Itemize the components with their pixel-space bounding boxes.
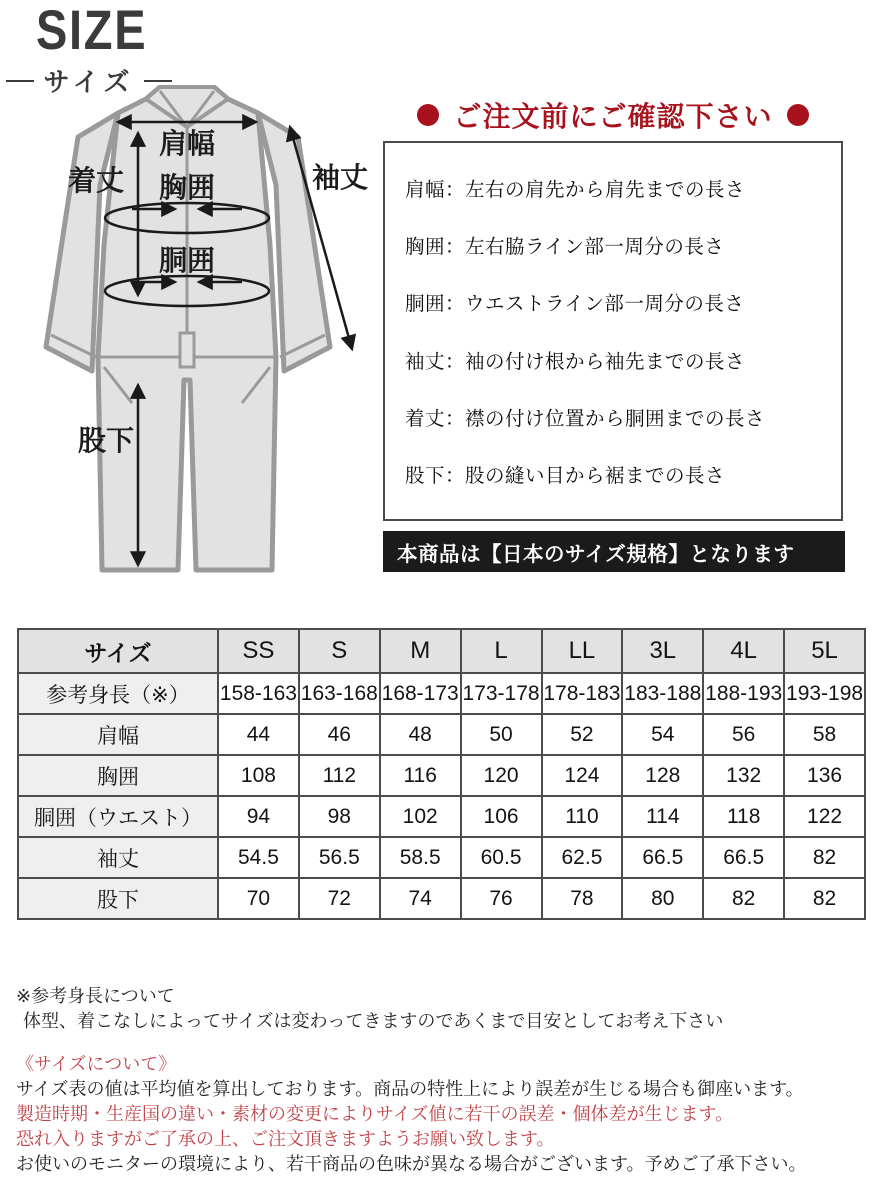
- size-value-cell: 178-183: [542, 673, 623, 714]
- size-value-cell: 188-193: [703, 673, 784, 714]
- size-value-cell: 112: [299, 755, 380, 796]
- row-label: 胴囲（ウエスト）: [18, 796, 218, 837]
- table-row: [18, 796, 865, 837]
- size-value-cell: 94: [218, 796, 299, 837]
- coverall-measurement-diagram: [18, 85, 376, 630]
- definition-row: 股下：股の縫い目から裾までの長さ: [405, 465, 726, 488]
- row-label: 肩幅: [18, 714, 218, 755]
- column-header: M: [380, 629, 461, 673]
- page-subtitle-text: サイズ: [43, 67, 135, 97]
- shoulder-width-label: 肩幅: [158, 128, 216, 159]
- size-value-cell: 110: [542, 796, 623, 837]
- size-value-cell: 106: [461, 796, 542, 837]
- table-header-row: [18, 629, 865, 673]
- size-value-cell: 108: [218, 755, 299, 796]
- page-title: SIZE: [36, 0, 148, 61]
- row-label: 袖丈: [18, 837, 218, 878]
- note-line: お使いのモニターの環境により、若干商品の色味が異なる場合がございます。予めご了承下さい。: [16, 1154, 807, 1174]
- size-value-cell: 132: [703, 755, 784, 796]
- size-value-cell: 62.5: [542, 837, 623, 878]
- jp-size-notice-bar: 本商品は【日本のサイズ規格】となります: [383, 531, 845, 572]
- size-value-cell: 128: [622, 755, 703, 796]
- row-label: 胸囲: [18, 755, 218, 796]
- size-value-cell: 116: [380, 755, 461, 796]
- size-table-head: [18, 629, 865, 673]
- size-value-cell: 66.5: [703, 837, 784, 878]
- size-value-cell: 66.5: [622, 837, 703, 878]
- size-value-cell: 136: [784, 755, 865, 796]
- table-row: [18, 673, 865, 714]
- size-value-cell: 76: [461, 878, 542, 919]
- note-line-red: 製造時期・生産国の違い・素材の変更によりサイズ値に若干の誤差・個体差が生じます。: [16, 1104, 734, 1124]
- definition-row: 肩幅：左右の肩先から肩先までの長さ: [405, 178, 746, 201]
- size-value-cell: 193-198: [784, 673, 865, 714]
- size-value-cell: 58: [784, 714, 865, 755]
- size-table: [17, 628, 866, 920]
- column-header: S: [299, 629, 380, 673]
- note-line: ※参考身長について: [16, 986, 175, 1006]
- confirm-panel-title-text: ご注文前にご確認下さい: [453, 101, 773, 132]
- size-value-cell: 102: [380, 796, 461, 837]
- left-dash: [6, 80, 34, 82]
- table-row: [18, 714, 865, 755]
- size-value-cell: 82: [784, 837, 865, 878]
- definition-row: 胸囲：左右脇ライン部一周分の長さ: [405, 235, 725, 258]
- column-header: L: [461, 629, 542, 673]
- row-label: 参考身長（※）: [18, 673, 218, 714]
- size-value-cell: 173-178: [461, 673, 542, 714]
- zipper-placket: [180, 333, 194, 367]
- column-header: 3L: [622, 629, 703, 673]
- size-value-cell: 46: [299, 714, 380, 755]
- size-value-cell: 56.5: [299, 837, 380, 878]
- column-header: LL: [542, 629, 623, 673]
- size-value-cell: 70: [218, 878, 299, 919]
- row-label: 股下: [18, 878, 218, 919]
- column-header: 4L: [703, 629, 784, 673]
- size-value-cell: 163-168: [299, 673, 380, 714]
- size-value-cell: 82: [703, 878, 784, 919]
- size-value-cell: 168-173: [380, 673, 461, 714]
- size-value-cell: 80: [622, 878, 703, 919]
- definition-row: 袖丈：袖の付け根から袖先までの長さ: [405, 350, 746, 373]
- size-value-cell: 54: [622, 714, 703, 755]
- size-value-cell: 56: [703, 714, 784, 755]
- red-dot-icon: [787, 104, 809, 126]
- size-value-cell: 120: [461, 755, 542, 796]
- chest-label: 胸囲: [158, 172, 216, 203]
- column-header: 5L: [784, 629, 865, 673]
- table-row: [18, 878, 865, 919]
- body-length-label: 着丈: [67, 165, 125, 196]
- red-dot-icon: [417, 104, 439, 126]
- column-header: サイズ: [18, 629, 218, 673]
- size-value-cell: 74: [380, 878, 461, 919]
- definition-row: 着丈：襟の付け位置から胴囲までの長さ: [405, 407, 766, 430]
- size-value-cell: 124: [542, 755, 623, 796]
- size-value-cell: 118: [703, 796, 784, 837]
- table-row: [18, 755, 865, 796]
- definition-row: 胴囲：ウエストライン部一周分の長さ: [405, 293, 745, 316]
- sleeve-length-label: 袖丈: [311, 162, 369, 193]
- note-line: サイズ表の値は平均値を算出しております。商品の特性上により誤差が生じる場合も御座います。: [16, 1079, 804, 1099]
- size-value-cell: 58.5: [380, 837, 461, 878]
- size-value-cell: 48: [380, 714, 461, 755]
- size-value-cell: 44: [218, 714, 299, 755]
- size-value-cell: 54.5: [218, 837, 299, 878]
- inseam-label: 股下: [77, 425, 135, 456]
- confirm-panel-title: [388, 95, 838, 135]
- size-value-cell: 183-188: [622, 673, 703, 714]
- table-row: [18, 837, 865, 878]
- size-value-cell: 60.5: [461, 837, 542, 878]
- size-value-cell: 52: [542, 714, 623, 755]
- size-value-cell: 78: [542, 878, 623, 919]
- size-value-cell: 122: [784, 796, 865, 837]
- size-value-cell: 158-163: [218, 673, 299, 714]
- notes-section: [16, 984, 876, 1177]
- measure-definitions: [383, 141, 843, 521]
- size-value-cell: 82: [784, 878, 865, 919]
- note-line: 体型、着こなしによってサイズは変わってきますのであくまで目安としてお考え下さい: [23, 1011, 724, 1031]
- size-table-body: [18, 673, 865, 919]
- note-line-red: 恐れ入りますがご了承の上、ご注文頂きますようお願い致します。: [16, 1129, 555, 1149]
- waist-label: 胴囲: [158, 245, 216, 276]
- note-line-red: 《サイズについて》: [16, 1054, 177, 1074]
- size-value-cell: 98: [299, 796, 380, 837]
- size-value-cell: 72: [299, 878, 380, 919]
- size-value-cell: 50: [461, 714, 542, 755]
- right-dash: [144, 80, 172, 82]
- column-header: SS: [218, 629, 299, 673]
- size-value-cell: 114: [622, 796, 703, 837]
